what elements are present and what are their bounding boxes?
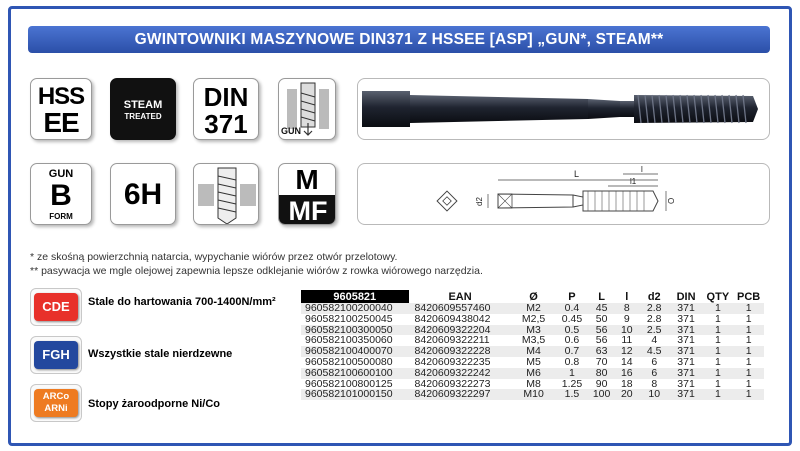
cell-pitch: 1.5	[556, 389, 589, 400]
cell-d2: 2.5	[639, 325, 670, 336]
din-371-icon	[193, 78, 259, 140]
hsse-line1: HSS	[37, 83, 85, 110]
cell-code: 960582100400070	[301, 346, 409, 357]
cell-pitch: 0.45	[556, 314, 589, 325]
table-row	[301, 389, 764, 400]
material-arco-label: Stopy żaroodporne Ni/Co	[88, 398, 220, 410]
cell-qty: 1	[703, 335, 734, 346]
cell-ean: 8420609322235	[409, 357, 512, 368]
notes	[30, 250, 483, 278]
cell-pcb: 1	[733, 325, 764, 336]
material-cde-badge	[34, 293, 78, 321]
cell-d2: 2.8	[639, 303, 670, 314]
material-arco-code: ARCo ARNi	[42, 391, 70, 414]
cell-code: 960582101000150	[301, 389, 409, 400]
cell-din: 371	[670, 314, 703, 325]
din-line1: DIN	[203, 82, 249, 112]
cell-thread-length: 12	[615, 346, 639, 357]
cell-ean: 8420609322297	[409, 389, 512, 400]
header-qty: QTY	[703, 290, 734, 303]
cell-diameter: M3	[512, 325, 556, 336]
dim-l-total: L	[574, 169, 580, 179]
cell-code: 960582100350060	[301, 335, 409, 346]
material-fgh-label: Wszystkie stale nierdzewne	[88, 348, 233, 360]
cell-thread-length: 8	[615, 303, 639, 314]
cell-pitch: 0.8	[556, 357, 589, 368]
cell-thread-length: 20	[615, 389, 639, 400]
cell-din: 371	[670, 379, 703, 390]
cell-ean: 8420609438042	[409, 314, 512, 325]
cell-diameter: M2	[512, 303, 556, 314]
cell-code: 960582100600100	[301, 368, 409, 379]
cell-diameter: M5	[512, 357, 556, 368]
gun-label: GUN	[281, 126, 301, 136]
cell-length: 90	[588, 379, 614, 390]
cell-din: 371	[670, 303, 703, 314]
cell-length: 56	[588, 335, 614, 346]
cell-d2: 8	[639, 379, 670, 390]
cell-pitch: 1.25	[556, 379, 589, 390]
material-fgh-code: FGH	[42, 347, 70, 362]
material-cde-label: Stale do hartowania 700-1400N/mm²	[88, 296, 276, 308]
cell-ean: 8420609322273	[409, 379, 512, 390]
thread-line1: M	[295, 164, 319, 195]
dim-l1: l1	[630, 177, 637, 186]
header-d2: d2	[639, 290, 670, 303]
technical-drawing	[358, 164, 770, 225]
cell-din: 371	[670, 357, 703, 368]
cell-d2: 6	[639, 357, 670, 368]
header-length: L	[588, 290, 614, 303]
cell-qty: 1	[703, 346, 734, 357]
cell-length: 56	[588, 325, 614, 336]
cell-din: 371	[670, 325, 703, 336]
cell-diameter: M4	[512, 346, 556, 357]
cell-length: 45	[588, 303, 614, 314]
cell-length: 63	[588, 346, 614, 357]
cell-pcb: 1	[733, 303, 764, 314]
header-thread-length: l	[615, 290, 639, 303]
cell-pcb: 1	[733, 335, 764, 346]
thread-line2: MF	[288, 196, 328, 225]
cell-length: 50	[588, 314, 614, 325]
cell-din: 371	[670, 346, 703, 357]
cell-length: 70	[588, 357, 614, 368]
cell-thread-length: 9	[615, 314, 639, 325]
note-2: ** pasywacja we mgle olejowej zapewnia lepsze odklejanie wiórów z rowka wiórowego narzędzia.	[30, 265, 483, 277]
cell-pcb: 1	[733, 368, 764, 379]
cell-diameter: M8	[512, 379, 556, 390]
din-line2: 371	[204, 109, 248, 139]
material-arco-badge	[34, 389, 78, 417]
cell-code: 960582100500080	[301, 357, 409, 368]
cell-qty: 1	[703, 303, 734, 314]
material-cde-code: CDE	[42, 299, 70, 314]
cell-pitch: 1	[556, 368, 589, 379]
cell-pcb: 1	[733, 357, 764, 368]
cell-code: 960582100300050	[301, 325, 409, 336]
tap-image-panel	[357, 78, 770, 140]
cell-ean: 8420609557460	[409, 303, 512, 314]
cell-diameter: M6	[512, 368, 556, 379]
cell-d2: 6	[639, 368, 670, 379]
cell-length: 80	[588, 368, 614, 379]
cell-diameter: M3,5	[512, 335, 556, 346]
thread-line2-box	[279, 195, 336, 225]
cell-pcb: 1	[733, 379, 764, 390]
cell-thread-length: 18	[615, 379, 639, 390]
tolerance-6h-icon	[110, 163, 176, 225]
cell-thread-length: 14	[615, 357, 639, 368]
tap-image	[358, 79, 770, 140]
cell-code: 960582100800125	[301, 379, 409, 390]
header-code: 9605821	[301, 290, 409, 303]
cell-length: 100	[588, 389, 614, 400]
cell-qty: 1	[703, 379, 734, 390]
thread-m-mf-icon	[278, 163, 336, 225]
header-diameter: Ø	[512, 290, 556, 303]
steam-line2: TREATED	[124, 112, 162, 121]
cell-qty: 1	[703, 357, 734, 368]
table-row	[301, 368, 764, 379]
dim-d2: d2	[475, 197, 484, 206]
header-din: DIN	[670, 290, 703, 303]
dim-l: l	[641, 165, 643, 174]
cell-ean: 8420609322204	[409, 325, 512, 336]
gun-b-line1: GUN	[48, 168, 74, 180]
gun-b-form-icon	[30, 163, 92, 225]
dim-diameter: O	[667, 197, 676, 204]
cell-code: 960582100250045	[301, 314, 409, 325]
steam-line1: STEAM	[123, 99, 163, 111]
through-hole-icon	[193, 163, 259, 225]
header-pcb: PCB	[733, 290, 764, 303]
cell-pcb: 1	[733, 314, 764, 325]
cell-qty: 1	[703, 314, 734, 325]
cell-thread-length: 16	[615, 368, 639, 379]
table-row	[301, 314, 764, 325]
cell-qty: 1	[703, 368, 734, 379]
cell-diameter: M10	[512, 389, 556, 400]
note-1: * ze skośną powierzchnią natarcia, wypychanie wiórów przez otwór przelotowy.	[30, 251, 398, 263]
cell-d2: 2.8	[639, 314, 670, 325]
cell-din: 371	[670, 389, 703, 400]
header-pitch: P	[556, 290, 589, 303]
tolerance-label: 6H	[123, 178, 163, 211]
cell-d2: 4.5	[639, 346, 670, 357]
cell-pitch: 0.4	[556, 303, 589, 314]
cell-code: 960582100200040	[301, 303, 409, 314]
cell-d2: 4	[639, 335, 670, 346]
spec-table	[301, 290, 764, 400]
cell-d2: 10	[639, 389, 670, 400]
cell-pitch: 0.5	[556, 325, 589, 336]
spec-body	[301, 303, 764, 400]
cell-pitch: 0.7	[556, 346, 589, 357]
cell-pcb: 1	[733, 346, 764, 357]
page-title: GWINTOWNIKI MASZYNOWE DIN371 Z HSSEE [ASP] „GUN*, STEAM**	[28, 26, 770, 53]
cell-qty: 1	[703, 389, 734, 400]
hsse-icon	[30, 78, 92, 140]
material-fgh-badge	[34, 341, 78, 369]
through-hole-drawing	[194, 164, 259, 225]
technical-drawing-panel	[357, 163, 770, 225]
gun-b-line2: B	[50, 179, 72, 212]
cell-pitch: 0.6	[556, 335, 589, 346]
gun-tap-icon	[278, 78, 336, 140]
cell-thread-length: 11	[615, 335, 639, 346]
cell-qty: 1	[703, 325, 734, 336]
cell-pcb: 1	[733, 389, 764, 400]
cell-din: 371	[670, 368, 703, 379]
cell-ean: 8420609322228	[409, 346, 512, 357]
steam-treated-icon	[110, 78, 176, 140]
gun-b-line3: FORM	[49, 212, 73, 221]
cell-thread-length: 10	[615, 325, 639, 336]
cell-ean: 8420609322242	[409, 368, 512, 379]
hsse-line2: EE	[43, 107, 79, 138]
header-ean: EAN	[409, 290, 512, 303]
cell-din: 371	[670, 335, 703, 346]
cell-diameter: M2,5	[512, 314, 556, 325]
cell-ean: 8420609322211	[409, 335, 512, 346]
